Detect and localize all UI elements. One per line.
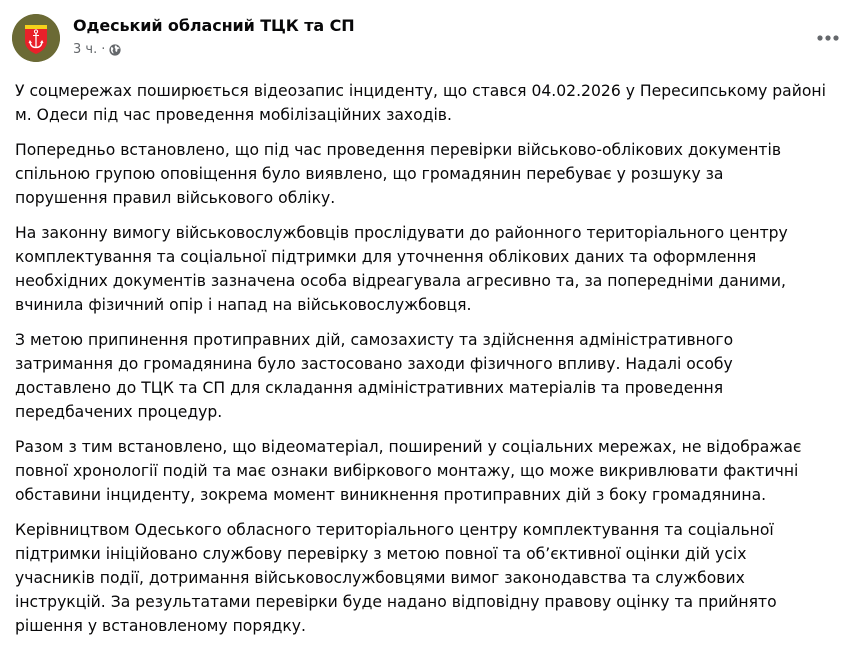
text-line: рішення у встановленому порядку.	[15, 617, 306, 635]
post-paragraph-1	[15, 79, 855, 127]
text-line: необхідних документів зазначена особа відреагувала агресивно та, за попередніми даними,	[15, 272, 786, 290]
post-header	[12, 14, 846, 66]
text-line: З метою припинення протиправних дій, самозахисту та здійснення адміністративного	[15, 331, 734, 349]
text-line: Попередньо встановлено, що під час проведення перевірки військово-облікових документів	[15, 141, 782, 159]
post-paragraph-6	[15, 518, 855, 638]
more-options-button[interactable]	[810, 20, 846, 56]
text-line: м. Одеси під час проведення мобілізаційних заходів.	[15, 106, 452, 124]
text-line: На законну вимогу військовослужбовців прослідувати до районного територіального центру	[15, 224, 788, 242]
text-line: затримання до громадянина було застосовано заходи фізичного впливу. Надалі особу	[15, 355, 733, 373]
text-line: обставини інциденту, зокрема момент виникнення протиправних дій з боку громадянина.	[15, 486, 767, 504]
text-line: вчинила фізичний опір і напад на військовослужбовця.	[15, 296, 472, 314]
meta-separator: ·	[101, 42, 106, 57]
more-options-icon	[817, 35, 839, 41]
post-paragraph-4	[15, 328, 855, 424]
text-line: У соцмережах поширюється відеозапис інциденту, що стався 04.02.2026 у Пересипському районі	[15, 82, 826, 100]
text-line: Разом з тим встановлено, що відеоматеріал, поширений у соціальних мережах, не відображає	[15, 438, 802, 456]
post-meta	[73, 42, 121, 57]
page-name-link[interactable]: Одеський обласний ТЦК та СП	[73, 16, 355, 35]
text-line: Керівництвом Одеського обласного територіального центру комплектування та соціальної	[15, 521, 774, 539]
text-line: повної хронології подій та має ознаки вибіркового монтажу, що може викривлювати фактичні	[15, 462, 799, 480]
text-line: передбачених процедур.	[15, 403, 223, 421]
text-line: інструкцій. За результатами перевірки буде надано відповідну правову оцінку та прийнято	[15, 593, 777, 611]
post-paragraph-5	[15, 435, 855, 507]
post-timestamp[interactable]: 3 ч.	[73, 42, 98, 57]
post-paragraph-3	[15, 221, 855, 317]
text-line: учасників події, дотримання військовослужбовцями вимог законодавства та службових	[15, 569, 745, 587]
globe-icon[interactable]	[109, 44, 121, 56]
post-body	[15, 79, 855, 649]
text-line: підтримки ініційовано службову перевірку з метою повної та об’єктивної оцінки дій усіх	[15, 545, 747, 563]
post-paragraph-2	[15, 138, 855, 210]
text-line: порушення правил військового обліку.	[15, 189, 336, 207]
text-line: доставлено до ТЦК та СП для складання адміністративних матеріалів та проведення	[15, 379, 724, 397]
text-line: спільною групою оповіщення було виявлено, що громадянин перебуває у розшуку за	[15, 165, 724, 183]
page-avatar[interactable]	[12, 14, 60, 62]
coat-of-arms-anchor-icon	[12, 14, 60, 62]
text-line: комплектування та соціальної підтримки для уточнення облікових даних та оформлення	[15, 248, 757, 266]
